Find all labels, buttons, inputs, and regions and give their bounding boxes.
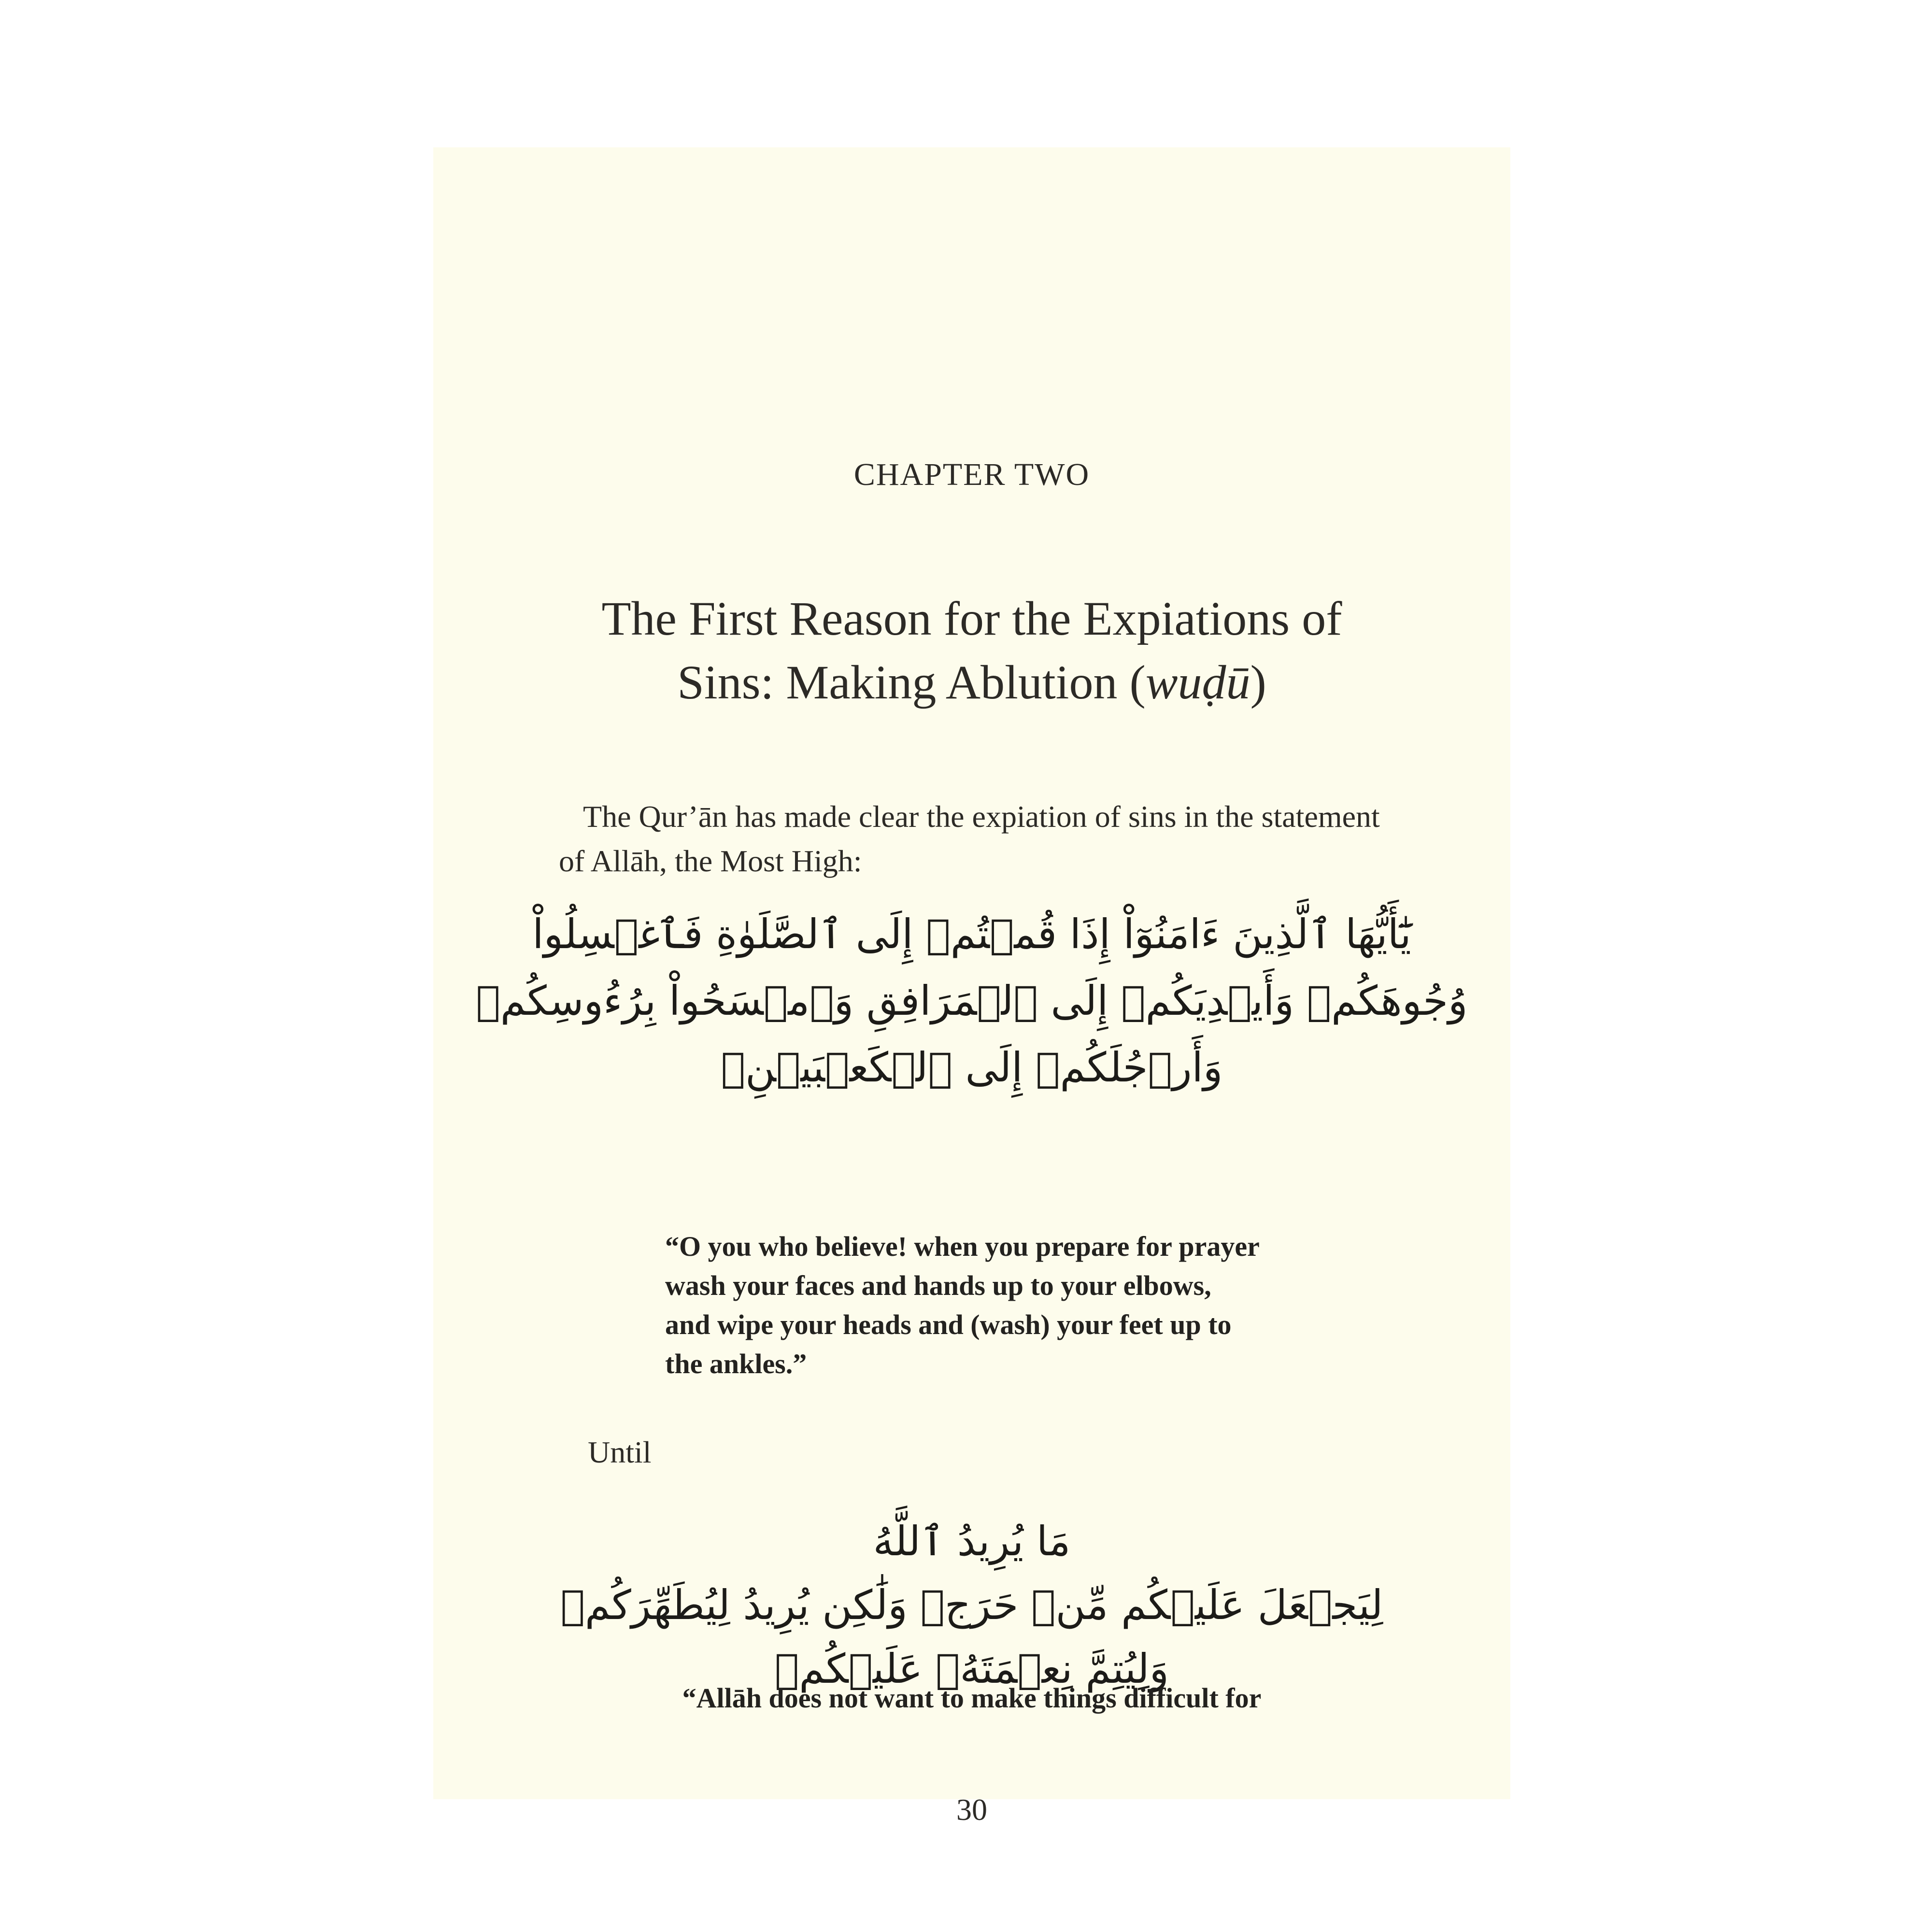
arabic-verse-1: [433, 901, 1510, 1101]
translation-line: “O you who believe! when you prepare for prayer: [665, 1231, 1260, 1262]
arabic-verse-2: [433, 1509, 1510, 1701]
chapter-title-suffix: ): [1250, 655, 1266, 709]
page-number: 30: [956, 1792, 987, 1827]
verse-1-translation: [665, 1227, 1341, 1383]
translation-line: “Allāh does not want to make things difficult for: [682, 1682, 1262, 1714]
chapter-title-italic-term: wuḍū: [1145, 655, 1250, 709]
book-page: [433, 147, 1510, 1827]
arabic-verse-2-line: لِيَجۡعَلَ عَلَيۡكُم مِّنۡ حَرَجٖ وَلَٰكِن يُرِيدُ لِيُطَهِّرَكُمۡ: [560, 1581, 1383, 1629]
chapter-title-prefix: Sins: Making Ablution (: [677, 655, 1146, 709]
translation-line: and wipe your heads and (wash) your feet up to: [665, 1309, 1232, 1340]
chapter-title-line-2: [433, 651, 1510, 714]
until-text: Until: [588, 1435, 652, 1469]
arabic-verse-1-line: يَٰٓأَيُّهَا ٱلَّذِينَ ءَامَنُوٓاْ إِذَا قُمۡتُمۡ إِلَى ٱلصَّلَوٰةِ فَٱغۡسِلُواْ: [532, 910, 1411, 958]
intro-line-2: of Allāh, the Most High:: [559, 844, 862, 878]
intro-paragraph: [559, 795, 1394, 883]
translation-line: wash your faces and hands up to your elbows,: [665, 1270, 1211, 1301]
chapter-title-line-1: The First Reason for the Expiations of: [601, 592, 1342, 645]
intro-line-1: The Qur’ān has made clear the expiation of sins in the statement: [583, 799, 1380, 834]
verse-2-translation: [433, 1678, 1510, 1718]
arabic-verse-1-line: وُجُوهَكُمۡ وَأَيۡدِيَكُمۡ إِلَى ٱلۡمَرَافِقِ وَٱمۡسَحُواْ بِرُءُوسِكُمۡ: [476, 977, 1468, 1024]
arabic-verse-2-line: وَلِيُتِمَّ نِعۡمَتَهُۥ عَلَيۡكُمۡ: [774, 1645, 1169, 1692]
chapter-label: CHAPTER TWO: [853, 457, 1090, 492]
chapter-title: [433, 587, 1510, 714]
arabic-verse-2-line: مَا يُرِيدُ ٱللَّهُ: [873, 1518, 1071, 1565]
arabic-verse-1-line: وَأَرۡجُلَكُمۡ إِلَى ٱلۡكَعۡبَيۡنِۚ: [721, 1044, 1223, 1091]
translation-line: the ankles.”: [665, 1348, 807, 1379]
